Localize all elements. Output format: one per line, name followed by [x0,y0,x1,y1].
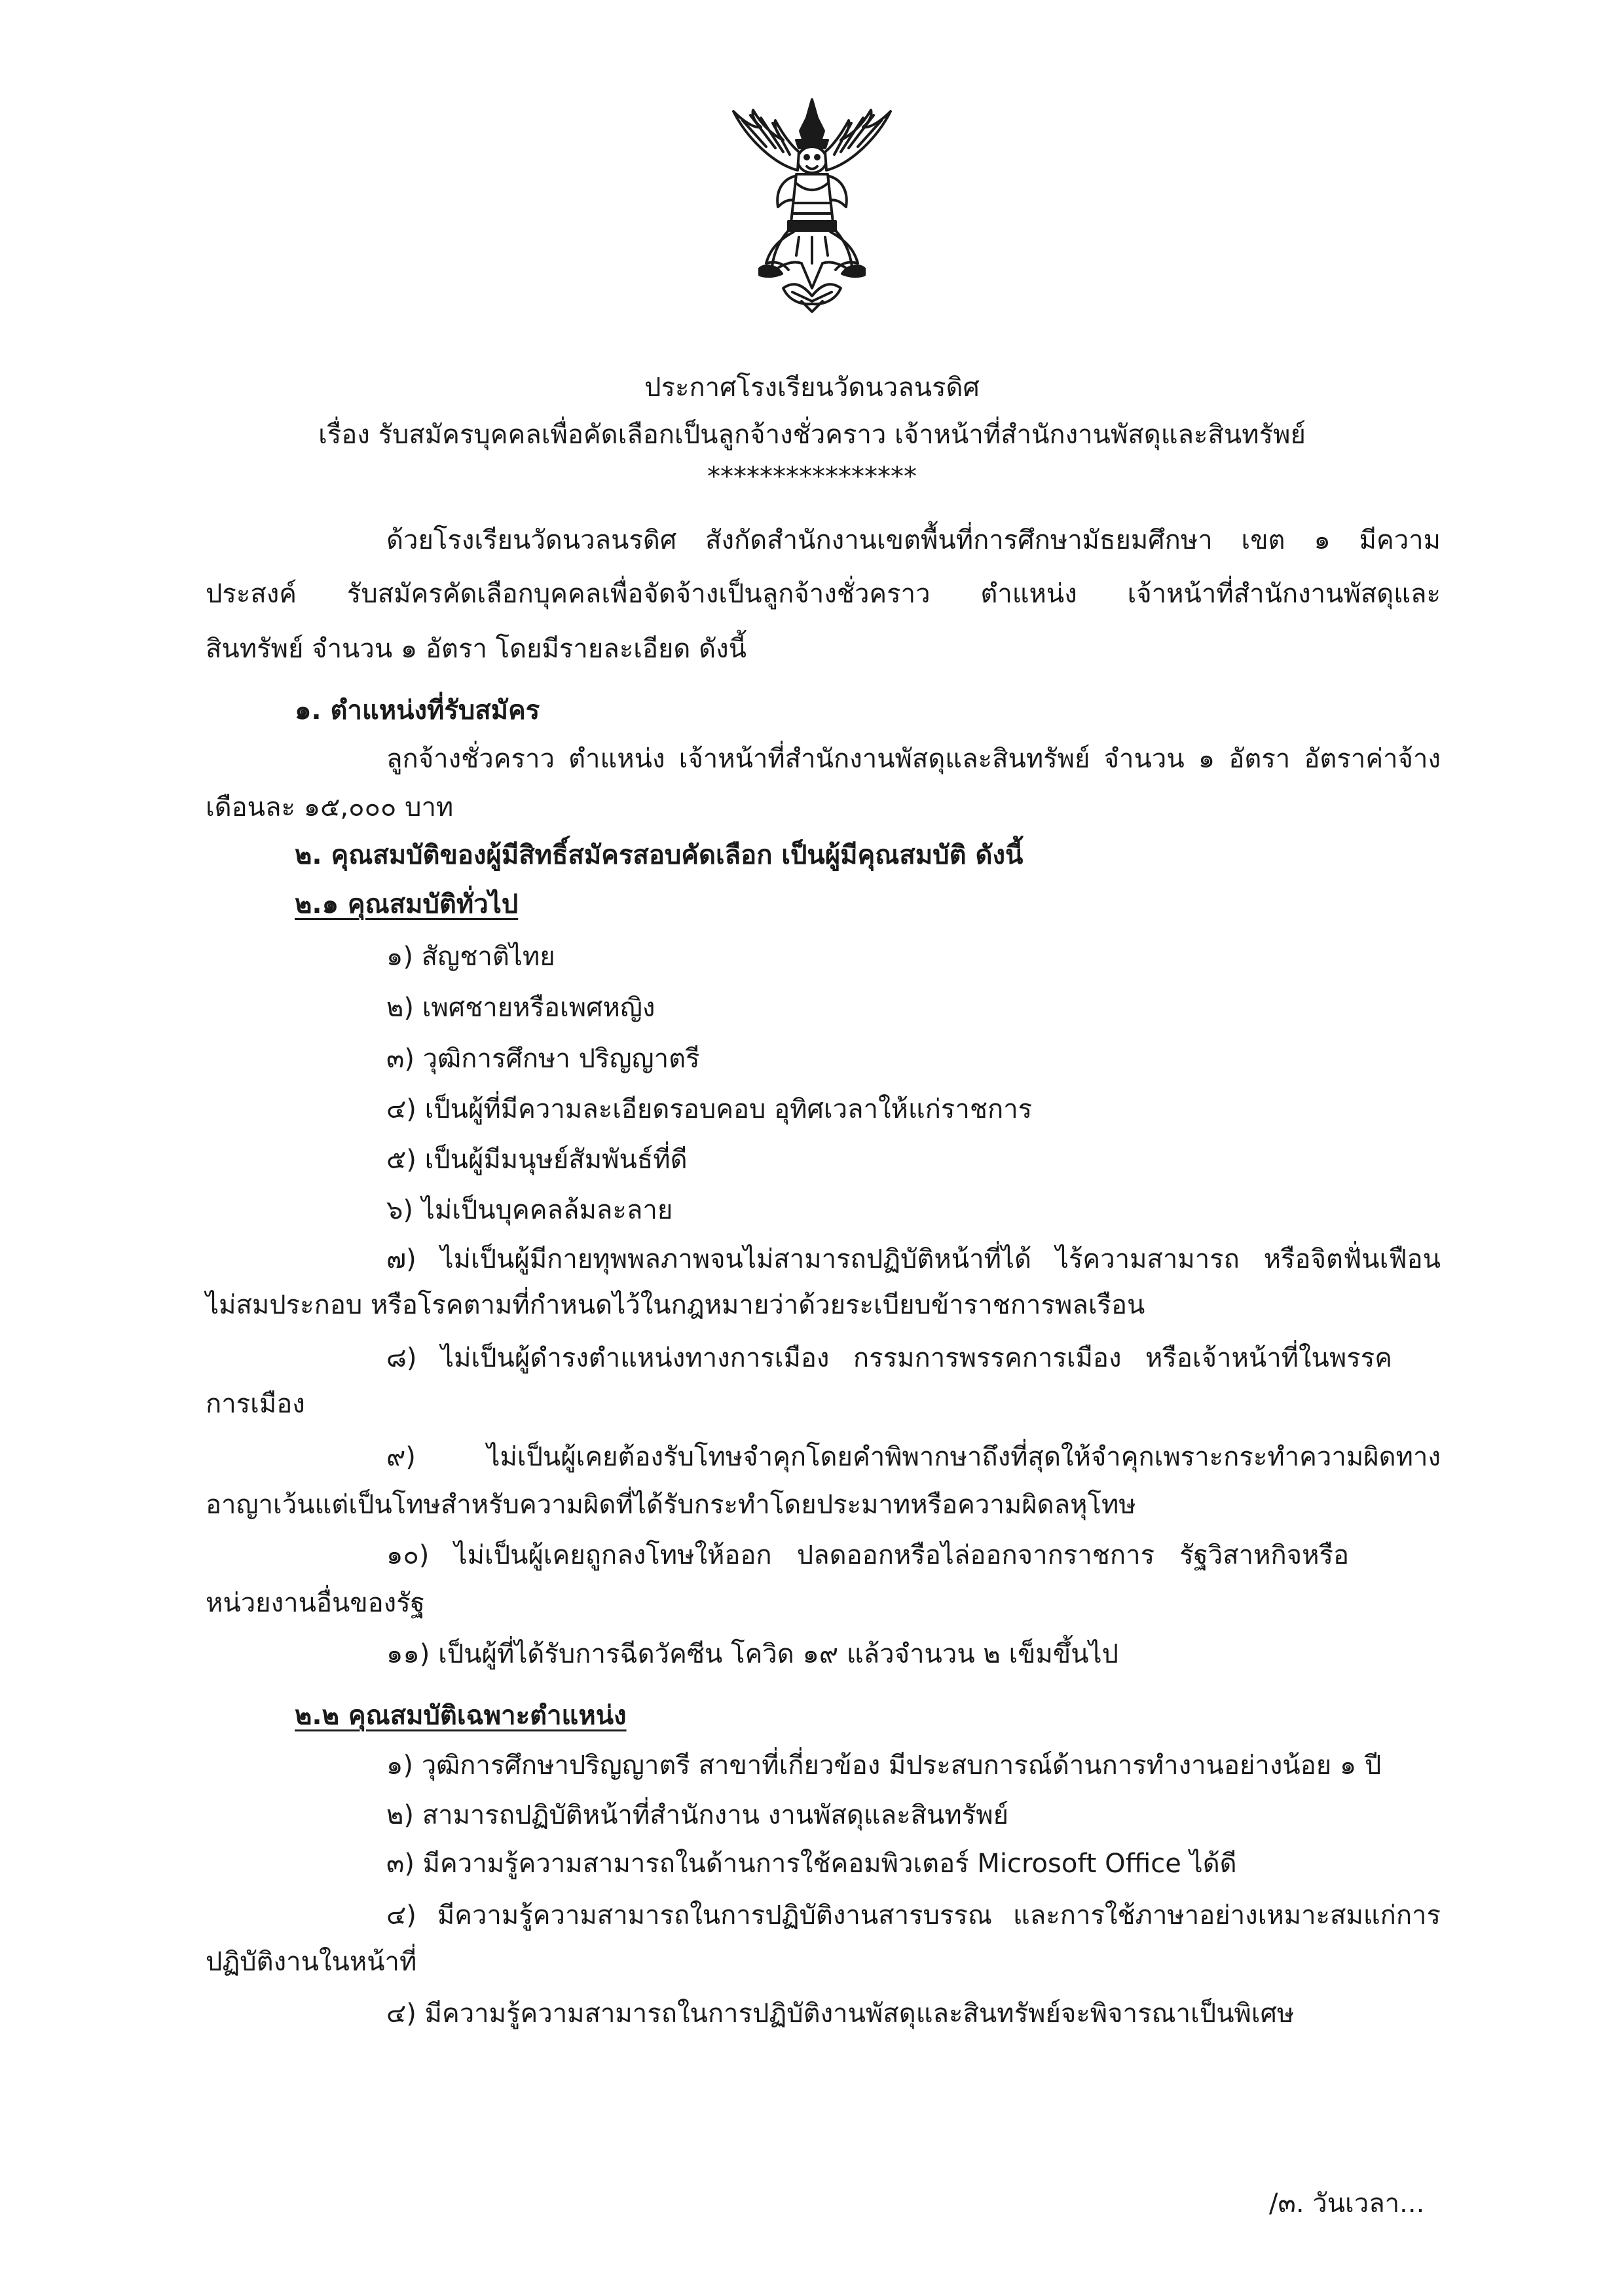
specific-item-1: ๑) วุฒิการศึกษาปริญญาตรี สาขาที่เกี่ยวข้อง มีประสบการณ์ด้านการทำงานอย่างน้อย ๑ ปี [386,1750,1382,1781]
general-item-7-line-2: ไม่สมประกอบ หรือโรคตามที่กำหนดไว้ในกฎหมายว่าด้วยระเบียบข้าราชการพลเรือน [206,1290,1145,1320]
announcement-subject: เรื่อง รับสมัครบุคคลเพื่อคัดเลือกเป็นลูกจ้างชั่วคราว เจ้าหน้าที่สำนักงานพัสดุและสินทรัพย์ [318,420,1306,450]
specific-item-3: ๓) มีความรู้ความสามารถในด้านการใช้คอมพิวเตอร์ Microsoft Office ได้ดี [386,1849,1237,1879]
general-item-10-line-2: หน่วยงานอื่นของรัฐ [206,1588,425,1618]
general-item-1: ๑) สัญชาติไทย [386,942,555,972]
general-item-9-line-2: อาญาเว้นแต่เป็นโทษสำหรับความผิดที่ได้รับกระทำโดยประมาทหรือความผิดลหุโทษ [206,1490,1136,1520]
section-1-line-1: ลูกจ้างชั่วคราว ตำแหน่ง เจ้าหน้าที่สำนักงานพัสดุและสินทรัพย์ จำนวน ๑ อัตรา อัตราค่าจ้าง [386,744,1441,774]
general-item-8-line-1: ๘) ไม่เป็นผู้ดำรงตำแหน่งทางการเมือง กรรมการพรรคการเมือง หรือเจ้าหน้าที่ในพรรค [386,1343,1392,1373]
specific-item-4-line-1: ๔) มีความรู้ความสามารถในการปฏิบัติงานสารบรรณ และการใช้ภาษาอย่างเหมาะสมแก่การ [386,1900,1441,1931]
general-item-9-line-1: ๙) ไม่เป็นผู้เคยต้องรับโทษจำคุกโดยคำพิพากษาถึงที่สุดให้จำคุกเพราะกระทำความผิดทาง [386,1442,1441,1472]
garuda-emblem-icon [720,92,904,314]
announcement-title: ประกาศโรงเรียนวัดนวลนรดิศ [644,373,980,403]
section-2-heading: ๒. คุณสมบัติของผู้มีสิทธิ์สมัครสอบคัดเลือก เป็นผู้มีคุณสมบัติ ดังนี้ [295,840,1024,870]
section-1-heading: ๑. ตำแหน่งที่รับสมัคร [295,695,540,726]
section-2-2-heading: ๒.๒ คุณสมบัติเฉพาะตำแหน่ง [295,1701,627,1731]
intro-line-3: สินทรัพย์ จำนวน ๑ อัตรา โดยมีรายละเอียด ดังนี้ [206,634,747,664]
general-item-4: ๔) เป็นผู้ที่มีความละเอียดรอบคอบ อุทิศเวลาให้แก่ราชการ [386,1094,1033,1124]
general-item-11: ๑๑) เป็นผู้ที่ได้รับการฉีดวัคซีน โควิด ๑๙ แล้วจำนวน ๒ เข็มขึ้นไป [386,1639,1119,1669]
header-separator: **************** [707,462,917,492]
general-item-10-line-1: ๑๐) ไม่เป็นผู้เคยถูกลงโทษให้ออก ปลดออกหรือไล่ออกจากราชการ รัฐวิสาหกิจหรือ [386,1540,1349,1570]
general-item-3: ๓) วุฒิการศึกษา ปริญญาตรี [386,1044,700,1074]
section-2-1-heading: ๒.๑ คุณสมบัติทั่วไป [295,889,519,919]
intro-line-1: ด้วยโรงเรียนวัดนวลนรดิศ สังกัดสำนักงานเขตพื้นที่การศึกษามัธยมศึกษา เขต ๑ มีความ [386,525,1441,555]
general-item-2: ๒) เพศชายหรือเพศหญิง [386,993,655,1023]
general-item-6: ๖) ไม่เป็นบุคคลล้มละลาย [386,1195,673,1225]
specific-item-4-line-2: ปฏิบัติงานในหน้าที่ [206,1947,417,1977]
intro-line-2: ประสงค์ รับสมัครคัดเลือกบุคคลเพื่อจัดจ้างเป็นลูกจ้างชั่วคราว ตำแหน่ง เจ้าหน้าที่สำนักงานพัสดุและ [206,579,1441,609]
general-item-8-line-2: การเมือง [206,1389,305,1419]
page-continuation: /๓. วันเวลา... [1269,2189,1425,2219]
general-item-7-line-1: ๗) ไม่เป็นผู้มีกายทุพพลภาพจนไม่สามารถปฏิบัติหน้าที่ได้ ไร้ความสามารถ หรือจิตฟั่นเฟือน [386,1244,1441,1274]
specific-item-2: ๒) สามารถปฏิบัติหน้าที่สำนักงาน งานพัสดุและสินทรัพย์ [386,1800,1009,1830]
specific-item-5: ๔) มีความรู้ความสามารถในการปฏิบัติงานพัสดุและสินทรัพย์จะพิจารณาเป็นพิเศษ [386,1999,1295,2029]
general-item-5: ๕) เป็นผู้มีมนุษย์สัมพันธ์ที่ดี [386,1145,688,1175]
section-1-line-2: เดือนละ ๑๕,๐๐๐ บาท [206,792,454,823]
